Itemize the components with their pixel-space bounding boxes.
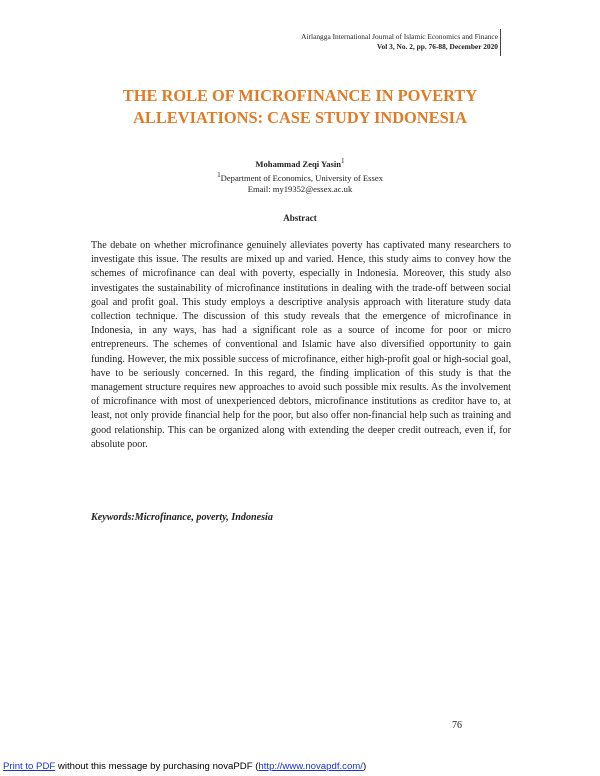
print-to-pdf-link[interactable]: Print to PDF: [3, 761, 56, 772]
author-line: [40, 156, 560, 170]
author-name: Mohammad Zeqi Yasin: [255, 158, 342, 169]
paper-title: [40, 85, 560, 129]
footer-text: without this message by purchasing novaPDF (: [55, 761, 259, 772]
keywords: Keywords:Microfinance, poverty, Indonesia: [91, 512, 273, 523]
affiliation-superscript: 1: [217, 171, 221, 180]
page-number: 76: [452, 720, 462, 731]
affiliation-line: [40, 170, 560, 184]
author-email: Email: my19352@essex.ac.uk: [247, 184, 353, 195]
header-divider: [500, 29, 501, 56]
journal-header: [301, 32, 498, 52]
affiliation: Department of Economics, University of Essex: [220, 173, 383, 184]
author-block: [40, 156, 560, 196]
journal-name: Airlangga International Journal of Islamic Economics and Finance: [301, 32, 498, 41]
author-superscript: 1: [341, 157, 345, 165]
abstract-heading: Abstract: [283, 213, 317, 223]
abstract-text: The debate on whether microfinance genuinely alleviates poverty has captivated many researchers to investigate this issue. The results are mixed up and varied. Hence, this study aims to convey how the schemes of microfinance can deal with poverty, especially in Indonesia. Moreover, this study also investigates the sustainability of microfinance institutions in dealing with the trade-off between social goal and profit goal. This study employs a descriptive analysis approach with literature study data collection technique. The discussion of this study reveals that the emergence of microfinance in Indonesia, in any ways, has had a significant role as a source of income for poor or micro entrepreneurs. The schemes of conventional and Islamic have also diversified opportunity to gain funding. However, the mix possible success of microfinance, either high-profit goal or high-social goal, have to be seriously concerned. In this regard, the finding implication of this study is that the management structure requires new approaches to avoid such possible mix results. As the involvement of microfinance with most of unexperienced debtors, microfinance institutions as creditor have to, at least, not only provide financial help for the poor, but also offer non-financial help such as training and good relationship. This can be organized along with extending the deeper credit outreach, even if, for absolute poor.: [91, 240, 511, 450]
title-line-2: ALLEVIATIONS: CASE STUDY INDONESIA: [133, 108, 467, 127]
title-line-1: THE ROLE OF MICROFINANCE IN POVERTY: [122, 86, 478, 105]
novapdf-link[interactable]: http://www.novapdf.com/: [258, 761, 363, 772]
print-footer: [3, 761, 366, 772]
footer-text-end: ): [362, 761, 367, 772]
journal-volume: Vol 3, No. 2, pp. 76-88, December 2020: [376, 42, 498, 51]
